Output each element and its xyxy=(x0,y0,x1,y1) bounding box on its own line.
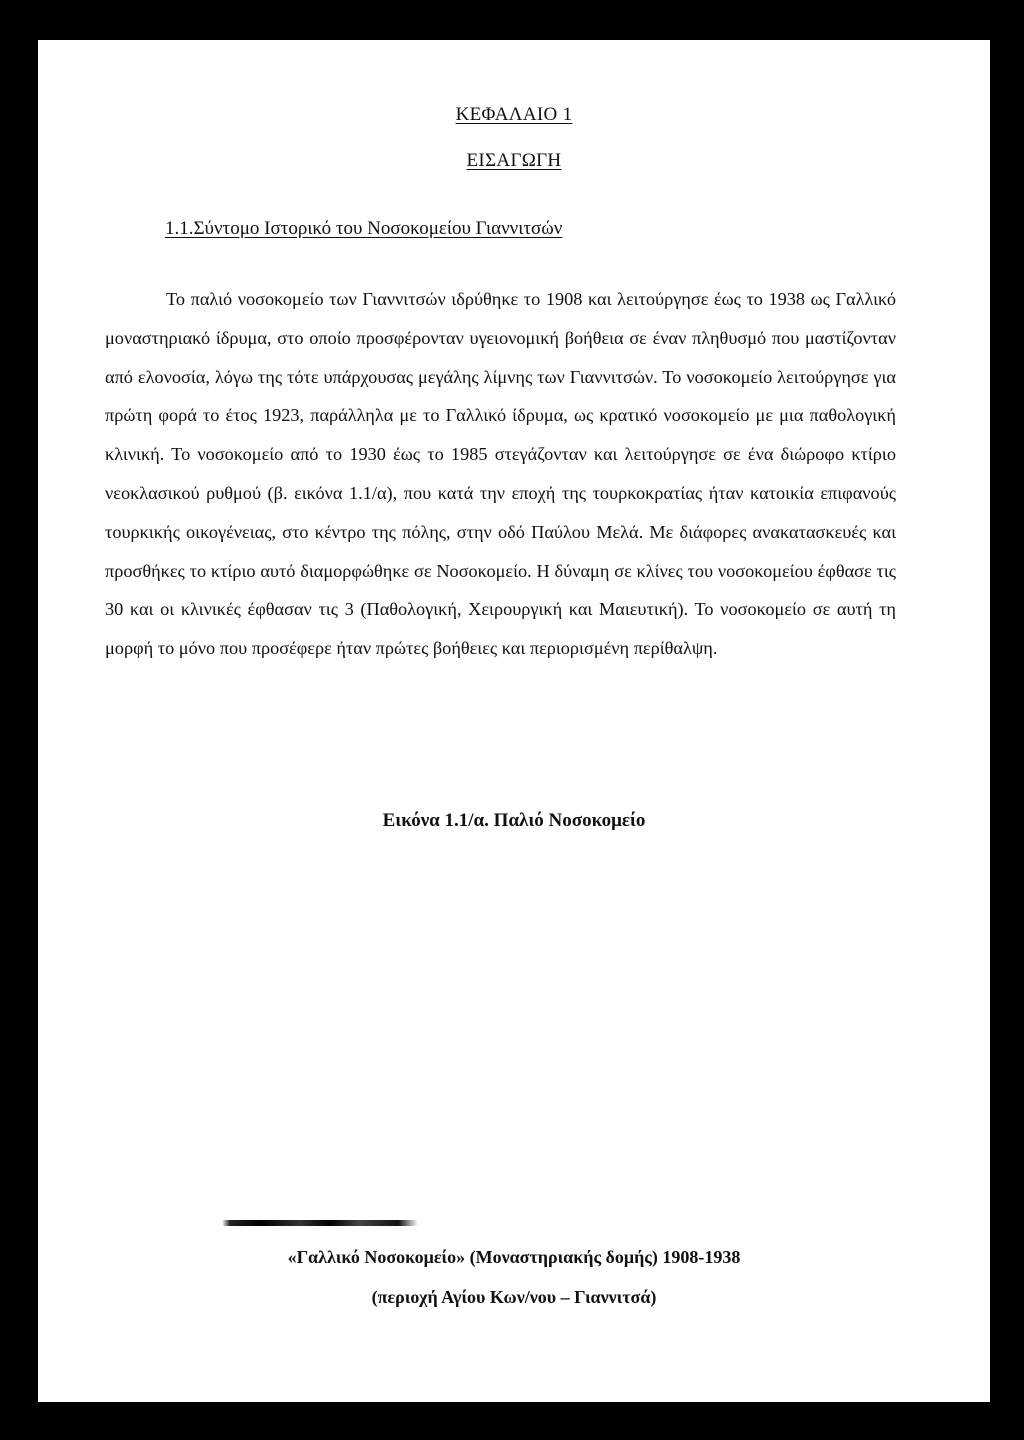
figure-label: Εικόνα 1.1/α. Παλιό Νοσοκομείο xyxy=(382,810,646,831)
figure-image-fragment xyxy=(222,1220,418,1226)
figure-caption-line-2: (περιοχή Αγίου Κων/νου – Γιαννιτσά) xyxy=(371,1287,657,1307)
chapter-number-heading xyxy=(38,104,990,126)
chapter-number-text: ΚΕΦΑΛΑΙΟ 1 xyxy=(455,104,573,125)
chapter-title-heading xyxy=(38,150,990,172)
figure-caption-line-1: «Γαλλικό Νοσοκομείο» (Μοναστηριακής δομής) 1908-1938 xyxy=(287,1247,741,1267)
chapter-title-text: ΕΙΣΑΓΩΓΗ xyxy=(466,150,562,171)
document-page xyxy=(38,40,990,1402)
body-paragraph: Το παλιό νοσοκομείο των Γιαννιτσών ιδρύθηκε το 1908 και λειτούργησε έως το 1938 ως Γαλλικό μοναστηριακό ίδρυμα, στο οποίο προσφέρονταν υγειονομική βοήθεια σε έναν πληθυσμό που μαστίζονταν από ελονοσία, λόγω της τότε υπάρχουσας μεγάλης λίμνης των Γιαννιτσών. Το νοσοκομείο λειτούργησε για πρώτη φορά το έτος 1923, παράλληλα με το Γαλλικό ίδρυμα, ως κρατικό νοσοκομείο με μια παθολογική κλινική. Το νοσοκομείο από το 1930 έως το 1985 στεγάζονταν και λειτούργησε σε ένα διώροφο κτίριο νεοκλασικού ρυθμού (β. εικόνα 1.1/α), που κατά την εποχή της τουρκοκρατίας ήταν κατοικία επιφανούς τουρκικής οικογένειας, στο κέντρο της πόλης, στην οδό Παύλου Μελά. Με διάφορες ανακατασκευές και προσθήκες το κτίριο αυτό διαμορφώθηκε σε Νοσοκομείο. Η δύναμη σε κλίνες του νοσοκομείου έφθασε τις 30 και οι κλινικές έφθασαν τις 3 (Παθολογική, Χειρουργική και Μαιευτική). Το νοσοκομείο σε αυτή τη μορφή το μόνο που προσέφερε ήταν πρώτες βοήθειες και περιορισμένη περίθαλψη. xyxy=(105,289,896,659)
section-heading: 1.1.Σύντομο Ιστορικό του Νοσοκομείου Γιαννιτσών xyxy=(165,218,563,239)
